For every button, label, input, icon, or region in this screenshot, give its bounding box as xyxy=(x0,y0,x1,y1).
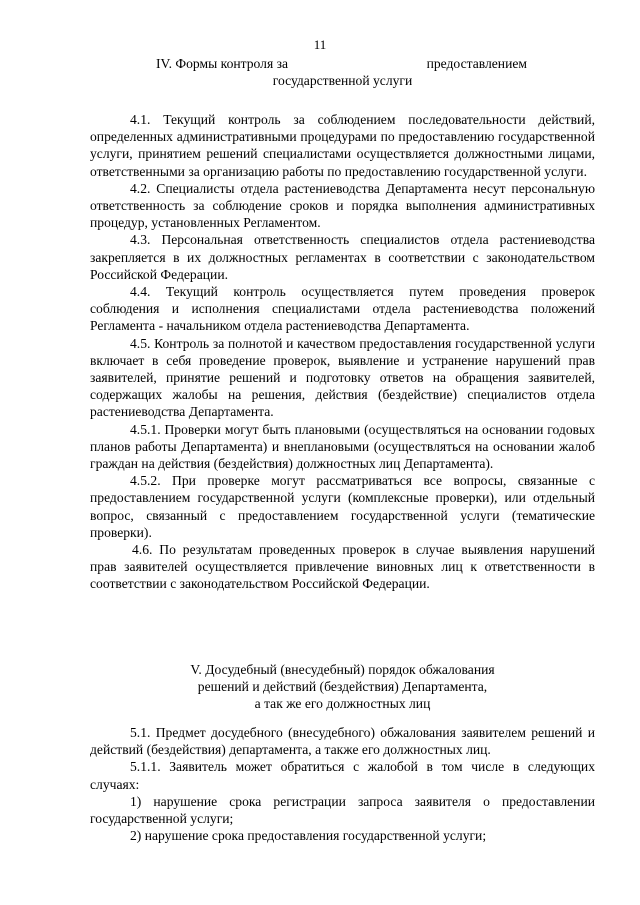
paragraph-4-5: 4.5. Контроль за полнотой и качеством предоставления государственной услуги включает в себя проведение проверок, выявление и устранение нарушений прав заявителей, принятие решений и подготовку ответов на обращения заявителей, содержащих жалобы на решения, действия (бездействие) специалистов отдела растениеводства Департамента. xyxy=(90,335,595,420)
paragraph-4-1: 4.1. Текущий контроль за соблюдением последовательности действий, определенных административными процедурами по предоставлению государственной услуги, принятием решений специалистами осуществляется должностными лицами, ответственными за организацию работы по предоставлению государственной услуги. xyxy=(90,112,595,179)
paragraph-5-1-1: 5.1.1. Заявитель может обратиться с жалобой в том числе в следующих случаях: xyxy=(90,759,595,792)
section-4-title-left: IV. Формы контроля за xyxy=(156,56,288,71)
section-5-title-line1: V. Досудебный (внесудебный) порядок обжалования xyxy=(190,662,495,677)
section-5-body xyxy=(90,724,595,844)
paragraph-5-1: 5.1. Предмет досудебного (внесудебного) обжалования заявителем решений и действий (бездействия) департамента, а также его должностных лиц. xyxy=(90,725,595,758)
section-5-heading xyxy=(90,661,595,713)
section-4-heading xyxy=(90,55,595,89)
list-item-2: 2) нарушение срока предоставления государственной услуги; xyxy=(130,828,487,844)
paragraph-4-3: 4.3. Персональная ответственность специалистов отдела растениеводства закрепляется в их должностных регламентах в соответствии с законодательством Российской Федерации. xyxy=(90,232,595,282)
section-5-title-line2: решений и действий (бездействия) Департамента, xyxy=(197,679,488,695)
page-number: 11 xyxy=(313,37,327,52)
section-4-title-right: предоставлением xyxy=(426,56,527,71)
section-4-body xyxy=(90,111,595,593)
paragraph-4-6: 4.6. По результатам проведенных проверок в случае выявления нарушений прав заявителей осуществляется привлечение виновных лиц к ответственности в соответствии с законодательством Российской Федерации. xyxy=(90,542,595,592)
paragraph-4-5-1: 4.5.1. Проверки могут быть плановыми (осуществляться на основании годовых планов работы Департамента) и внеплановыми (осуществляться на основании жалоб граждан на действия (бездействия) должностных лиц Департамента). xyxy=(90,421,595,472)
list-item-1: 1) нарушение срока регистрации запроса заявителя о предоставлении государственной услуги; xyxy=(90,793,595,827)
paragraph-4-2: 4.2. Специалисты отдела растениеводства Департамента несут персональную ответственность за соблюдение сроков и порядка выполнения административных процедур, установленных Регламентом. xyxy=(90,180,595,231)
paragraph-4-4: 4.4. Текущий контроль осуществляется путем проведения проверок соблюдения и исполнения специалистами отдела растениеводства положений Регламента - начальником отдела растениеводства Департамента. xyxy=(90,284,595,334)
paragraph-4-5-2: 4.5.2. При проверке могут рассматриваться все вопросы, связанные с предоставлением государственной услуги (комплексные проверки), или отдельный вопрос, связанный с предоставлением государственной услуги (тематические проверки). xyxy=(90,473,595,540)
section-5-title-line3: а так же его должностных лиц xyxy=(254,696,431,712)
section-4-title-line2: государственной услуги xyxy=(272,73,413,89)
